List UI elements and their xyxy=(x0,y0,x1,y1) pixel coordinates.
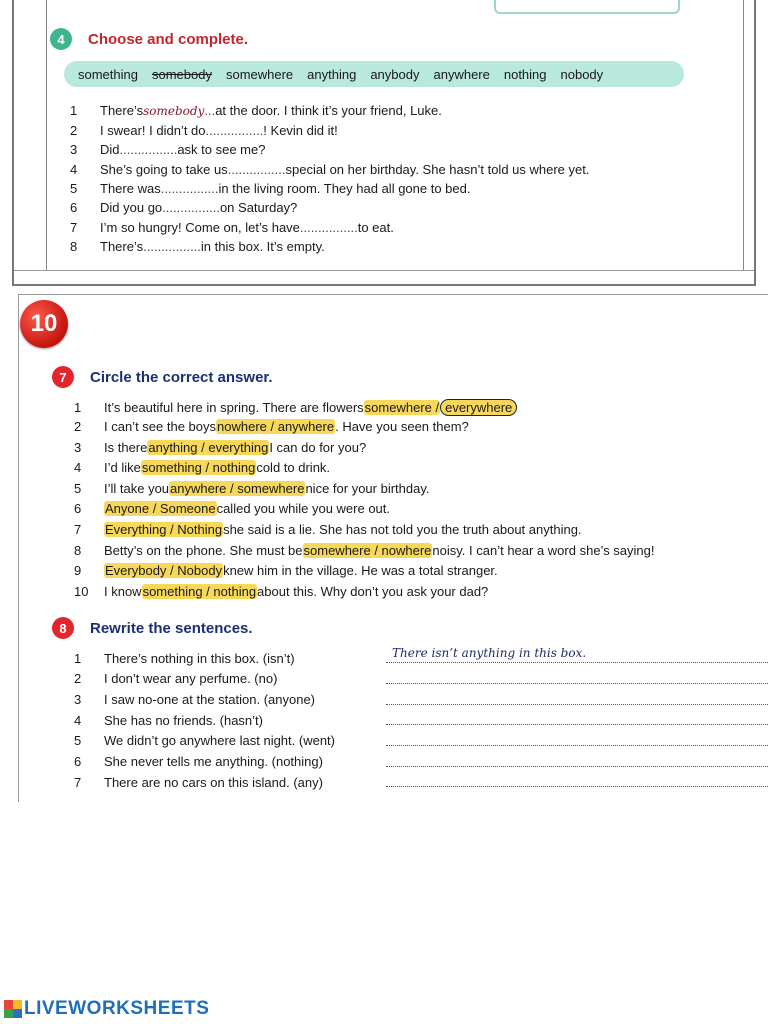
answer-options[interactable]: nowhere / anywhere xyxy=(217,419,335,434)
line-number: 7 xyxy=(74,522,82,537)
answer-line[interactable] xyxy=(386,704,768,705)
exercise-line xyxy=(70,200,297,215)
answer-blank[interactable]: ... xyxy=(204,103,216,118)
line-number: 9 xyxy=(74,563,82,578)
line-number: 7 xyxy=(74,775,82,790)
exercise-line xyxy=(70,181,470,196)
line-number: 6 xyxy=(70,200,78,215)
answer-line[interactable] xyxy=(386,786,768,787)
exercise-line xyxy=(70,239,325,254)
line-text-before: Did xyxy=(100,142,120,157)
exercise-line xyxy=(74,501,390,516)
line-text-before: I’ll take you xyxy=(104,481,170,496)
answer-line[interactable] xyxy=(386,766,768,767)
line-text-before: I can’t see the boys xyxy=(104,419,217,434)
brand-name: LIVEWORKSHEETS xyxy=(24,998,210,1019)
line-text-before: There’s xyxy=(100,103,144,118)
line-number: 3 xyxy=(70,142,78,157)
line-text-before: She’s going to take us xyxy=(100,162,228,177)
line-text-before: I’m so hungry! Come on, let’s have xyxy=(100,220,300,235)
line-number: 7 xyxy=(70,220,78,235)
line-text: We didn’t go anywhere last night. (went) xyxy=(104,733,335,748)
brand-logo-icon xyxy=(4,1000,22,1018)
line-text-after: in this box. It’s empty. xyxy=(200,239,325,254)
word-bank-item: nothing xyxy=(503,66,547,82)
answer-options[interactable]: something / nothing xyxy=(141,460,256,475)
line-number: 1 xyxy=(74,651,82,666)
answer-blank[interactable]: ................ xyxy=(119,142,178,157)
exercise-line xyxy=(74,733,335,748)
line-text-after: on Saturday? xyxy=(219,200,298,215)
answer-blank[interactable]: ................ xyxy=(162,200,220,215)
word-bank-item: something xyxy=(78,66,138,82)
word-bank-item: anything xyxy=(307,66,357,82)
line-number: 10 xyxy=(74,584,89,599)
answer-options[interactable]: anything / everything xyxy=(148,440,269,455)
exercise-7-header xyxy=(52,366,273,388)
divider xyxy=(46,0,47,270)
exercise-line xyxy=(74,563,498,578)
exercise-line xyxy=(74,775,323,790)
exercise-line xyxy=(74,481,430,496)
answer-blank[interactable]: ................ xyxy=(143,239,201,254)
line-text-after: ask to see me? xyxy=(177,142,266,157)
line-text-before: There’s xyxy=(100,239,144,254)
line-number: 8 xyxy=(74,543,82,558)
exercise-number-badge: 7 xyxy=(52,366,74,388)
line-number: 3 xyxy=(74,692,82,707)
exercise-number-badge: 8 xyxy=(52,617,74,639)
filled-answer[interactable]: There isn’t anything in this box. xyxy=(392,646,587,660)
line-text-before: I swear! I didn’t do xyxy=(100,123,206,138)
exercise-number-badge: 4 xyxy=(50,28,72,50)
line-number: 8 xyxy=(70,239,78,254)
exercise-title: Choose and complete. xyxy=(88,30,249,48)
unit-badge: 10 xyxy=(20,300,68,348)
line-number: 4 xyxy=(70,162,78,177)
divider xyxy=(743,0,744,270)
word-bank-item: anywhere xyxy=(433,66,490,82)
line-number: 6 xyxy=(74,501,82,516)
line-text-after: noisy. I can’t hear a word she’s saying! xyxy=(432,543,655,558)
exercise-line xyxy=(74,543,655,558)
filled-answer[interactable]: somebody xyxy=(143,104,205,118)
line-text-after: cold to drink. xyxy=(256,460,331,475)
line-number: 6 xyxy=(74,754,82,769)
answer-blank[interactable]: ................ xyxy=(299,220,358,235)
exercise-line xyxy=(74,399,517,416)
line-text-after: to eat. xyxy=(357,220,394,235)
word-bank-item: somewhere xyxy=(225,66,294,82)
line-number: 5 xyxy=(74,733,82,748)
answer-options[interactable]: Everybody / Nobody xyxy=(105,563,223,578)
exercise-line xyxy=(74,713,263,728)
exercise-line xyxy=(70,220,394,235)
exercise-line xyxy=(74,522,582,537)
line-number: 1 xyxy=(70,103,78,118)
exercise-title: Circle the correct answer. xyxy=(90,368,273,386)
line-number: 2 xyxy=(74,419,82,434)
line-text-before: It’s beautiful here in spring. There are flowers xyxy=(104,400,364,415)
line-text: She never tells me anything. (nothing) xyxy=(104,754,323,769)
exercise-line xyxy=(74,671,277,686)
line-text-after: at the door. I think it’s your friend, Luke. xyxy=(215,103,442,118)
line-text: There’s nothing in this box. (isn’t) xyxy=(104,651,295,666)
exercise-line xyxy=(74,692,315,707)
line-number: 4 xyxy=(74,713,82,728)
answer-options[interactable]: something / nothing xyxy=(142,584,257,599)
line-text-after: nice for your birthday. xyxy=(305,481,430,496)
line-text-after: I can do for you? xyxy=(269,440,367,455)
exercise-8-header xyxy=(52,617,253,639)
answer-line[interactable] xyxy=(386,745,768,746)
exercise-line xyxy=(74,651,295,666)
word-bank-item-used: somebody xyxy=(151,66,212,82)
divider xyxy=(14,270,754,271)
exercise-title: Rewrite the sentences. xyxy=(90,619,253,637)
liveworksheets-logo xyxy=(4,998,209,1020)
line-text-after: in the living room. They had all gone to bed. xyxy=(218,181,471,196)
exercise-line xyxy=(74,584,488,599)
line-text-after: knew him in the village. He was a total stranger. xyxy=(223,563,498,578)
line-text-before: I’d like xyxy=(104,460,141,475)
line-text: She has no friends. (hasn’t) xyxy=(104,713,263,728)
answer-line[interactable] xyxy=(386,662,768,663)
exercise-line xyxy=(70,142,265,157)
word-bank xyxy=(64,61,684,87)
exercise-line xyxy=(74,440,366,455)
answer-options[interactable]: anywhere / somewhere xyxy=(170,481,305,496)
line-text-after: ! Kevin did it! xyxy=(263,123,338,138)
line-text: I don’t wear any perfume. (no) xyxy=(104,671,278,686)
exercise-line xyxy=(70,123,338,138)
answer-blank[interactable]: ................ xyxy=(205,123,264,138)
line-text: There are no cars on this island. (any) xyxy=(104,775,323,790)
line-text: I saw no-one at the station. (anyone) xyxy=(104,692,316,707)
exercise-line xyxy=(70,162,589,177)
answer-line[interactable] xyxy=(386,724,768,725)
line-text-after: called you while you were out. xyxy=(216,501,391,516)
line-number: 4 xyxy=(74,460,82,475)
line-number: 2 xyxy=(70,123,78,138)
exercise-line xyxy=(74,460,330,475)
answer-line[interactable] xyxy=(386,683,768,684)
answer-blank[interactable]: ................ xyxy=(227,162,286,177)
line-text-after: special on her birthday. She hasn’t told us where yet. xyxy=(285,162,590,177)
line-number: 3 xyxy=(74,440,82,455)
line-text-before: There was xyxy=(100,181,161,196)
exercise-line xyxy=(70,103,442,118)
line-text-before: Betty’s on the phone. She must be xyxy=(104,543,303,558)
line-text-before: Is there xyxy=(104,440,148,455)
exercise-line xyxy=(74,754,323,769)
exercise-4-header xyxy=(50,28,248,50)
answer-options[interactable]: Anyone / Someone xyxy=(105,501,216,516)
page-tab xyxy=(494,0,680,14)
line-number: 5 xyxy=(70,181,78,196)
word-bank-item: anybody xyxy=(370,66,420,82)
line-text-after: she said is a lie. She has not told you the truth about anything. xyxy=(223,522,582,537)
line-text-before: I know xyxy=(104,584,142,599)
line-number: 1 xyxy=(74,400,82,415)
line-text-before: Did you go xyxy=(100,200,163,215)
word-bank-item: nobody xyxy=(560,66,604,82)
line-text-after: . Have you seen them? xyxy=(335,419,469,434)
line-number: 5 xyxy=(74,481,82,496)
circled-answer-option[interactable]: everywhere xyxy=(440,399,517,416)
answer-options[interactable]: Everything / Nothing xyxy=(105,522,223,537)
answer-blank[interactable]: ................ xyxy=(160,181,219,196)
line-text-after: about this. Why don’t you ask your dad? xyxy=(257,584,489,599)
answer-option[interactable]: somewhere / xyxy=(364,400,440,415)
line-number: 2 xyxy=(74,671,82,686)
answer-options[interactable]: somewhere / nowhere xyxy=(303,543,432,558)
exercise-line xyxy=(74,419,469,434)
